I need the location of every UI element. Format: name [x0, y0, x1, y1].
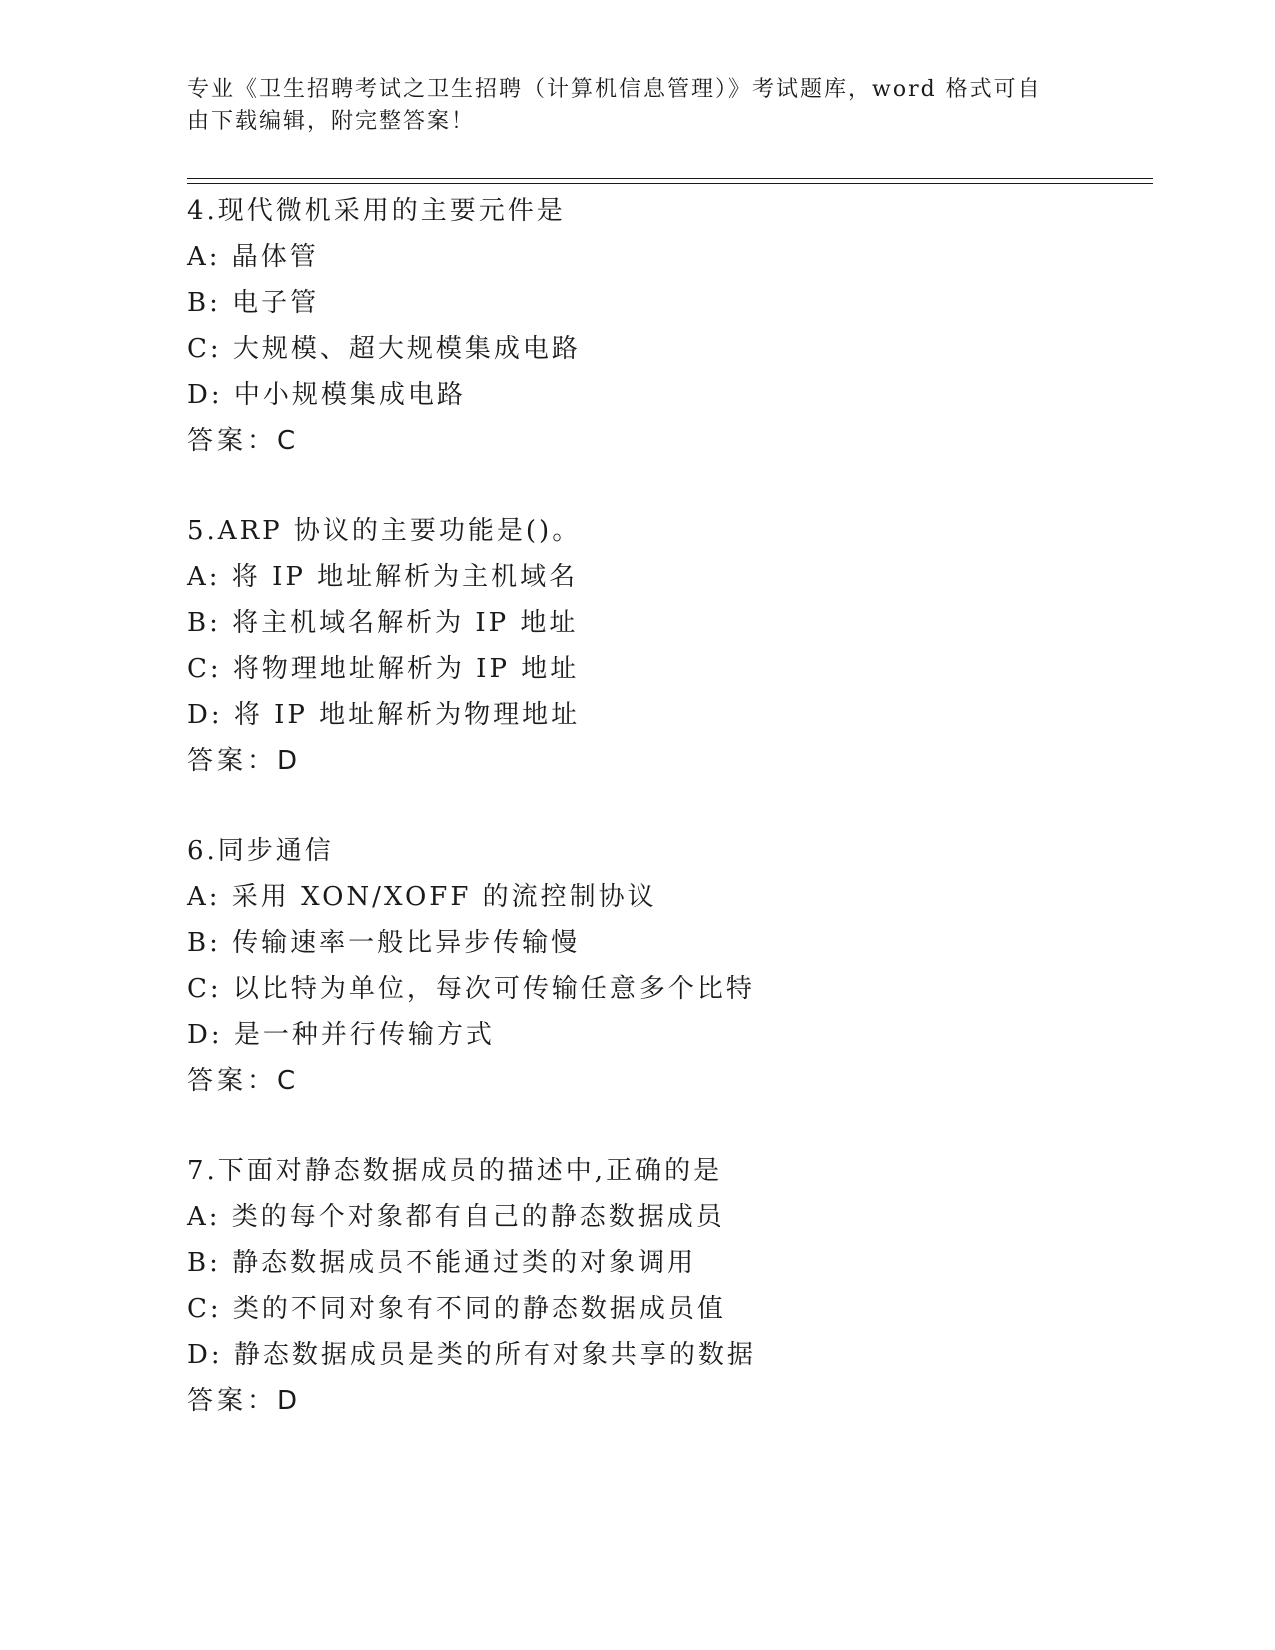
option-c: C: 以比特为单位，每次可传输任意多个比特: [187, 974, 755, 1004]
answer-value: D: [277, 1386, 300, 1416]
option-a: A: 采用 XON/XOFF 的流控制协议: [187, 882, 657, 912]
document-header: [187, 74, 1067, 138]
answer-line: [187, 418, 1087, 464]
option-d: D: 静态数据成员是类的所有对象共享的数据: [187, 1340, 756, 1370]
answer-line: [187, 1378, 1087, 1424]
question-stem: 7.下面对静态数据成员的描述中,正确的是: [187, 1156, 723, 1186]
option-a: A: 将 IP 地址解析为主机域名: [187, 562, 579, 592]
answer-value: D: [277, 746, 300, 776]
option-b: B: 电子管: [187, 288, 320, 318]
answer-label: 答案：: [187, 746, 278, 776]
question-block: [187, 1148, 1087, 1424]
option-c: C: 类的不同对象有不同的静态数据成员值: [187, 1294, 726, 1324]
option-b: B: 静态数据成员不能通过类的对象调用: [187, 1248, 697, 1278]
question-stem: 5.ARP 协议的主要功能是()。: [187, 516, 582, 546]
answer-value: C: [277, 426, 298, 456]
header-line-1: 专业《卫生招聘考试之卫生招聘（计算机信息管理）》考试题库，word 格式可自: [187, 77, 1042, 102]
question-block: [187, 508, 1087, 784]
answer-label: 答案：: [187, 1066, 278, 1096]
option-c: C: 将物理地址解析为 IP 地址: [187, 654, 580, 684]
question-block: [187, 188, 1087, 464]
option-d: D: 将 IP 地址解析为物理地址: [187, 700, 581, 730]
option-a: A: 类的每个对象都有自己的静态数据成员: [187, 1202, 725, 1232]
question-stem: 6.同步通信: [187, 836, 334, 866]
option-b: B: 将主机域名解析为 IP 地址: [187, 608, 579, 638]
option-c: C: 大规模、超大规模集成电路: [187, 334, 581, 364]
answer-value: C: [277, 1066, 298, 1096]
option-b: B: 传输速率一般比异步传输慢: [187, 928, 581, 958]
header-divider-top: [187, 178, 1153, 179]
option-d: D: 中小规模集成电路: [187, 380, 466, 410]
header-line-2: 由下载编辑，附完整答案！: [187, 109, 476, 134]
header-divider-bottom: [187, 183, 1153, 184]
option-d: D: 是一种并行传输方式: [187, 1020, 495, 1050]
answer-label: 答案：: [187, 1386, 278, 1416]
option-a: A: 晶体管: [187, 242, 319, 272]
question-block: [187, 828, 1087, 1104]
question-stem: 4.现代微机采用的主要元件是: [187, 196, 566, 226]
answer-line: [187, 1058, 1087, 1104]
answer-label: 答案：: [187, 426, 278, 456]
answer-line: [187, 738, 1087, 784]
